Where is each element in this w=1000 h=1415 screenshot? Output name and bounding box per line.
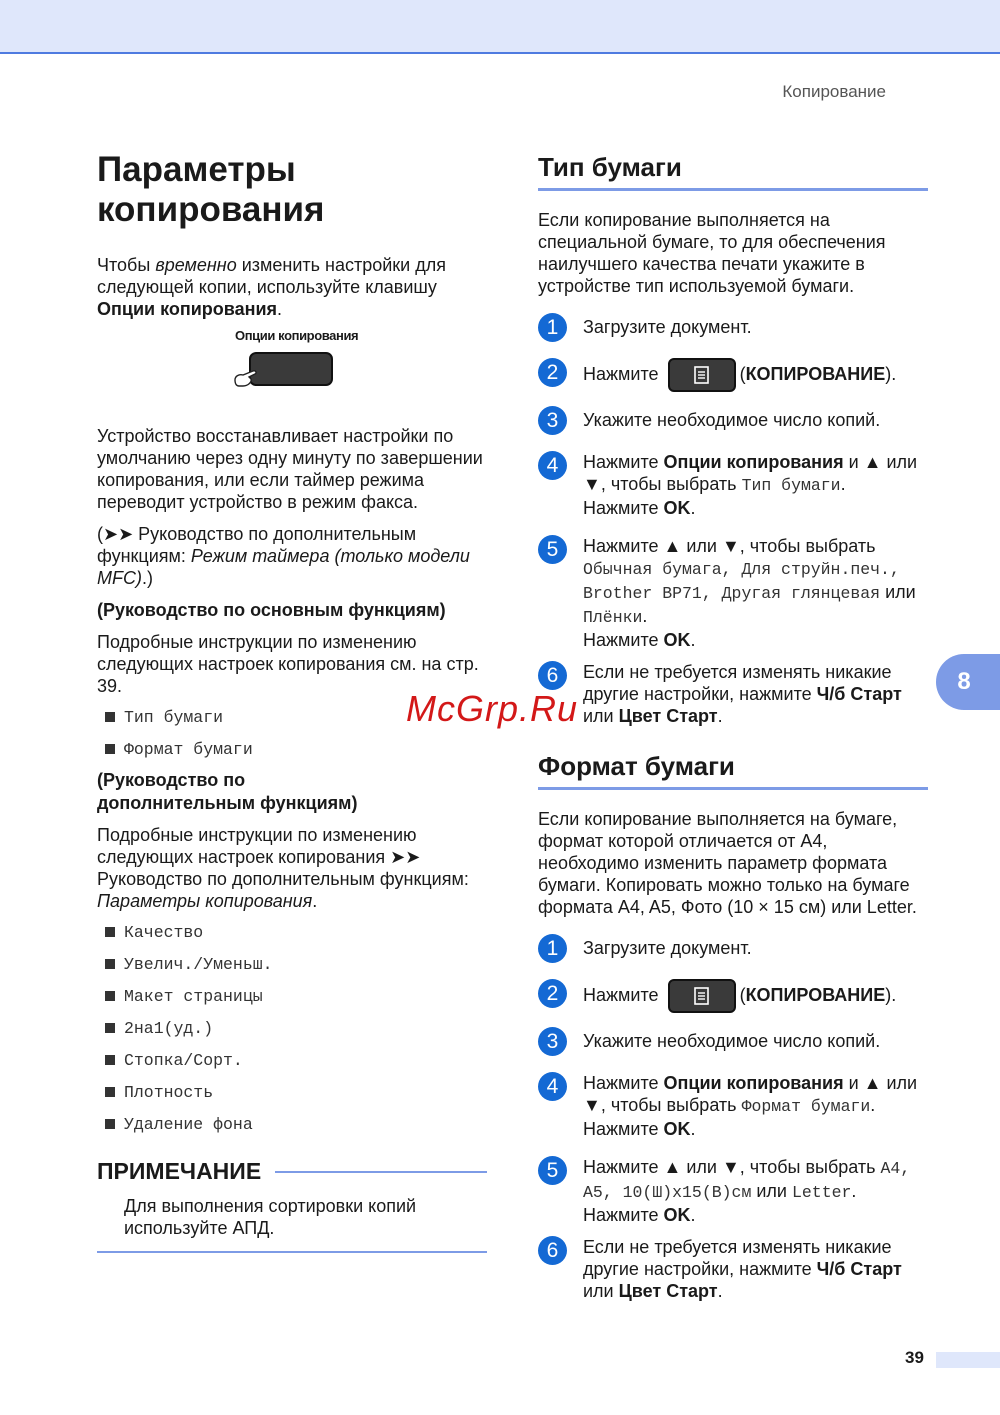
step-number: 5 xyxy=(538,535,567,564)
double-arrow-icon: ➤➤ xyxy=(103,524,134,544)
paper-size-step-5: 5 Нажмите ▲ или ▼, чтобы выбрать A4, A5, 10(Ш)x15(В)см или Letter. Нажмите OK. xyxy=(538,1156,928,1226)
copy-options-button-illustration xyxy=(97,328,487,423)
list-item: Удаление фона xyxy=(97,1108,487,1140)
double-arrow-icon: ➤➤ xyxy=(390,847,421,867)
step-number: 4 xyxy=(538,451,567,480)
step-number: 3 xyxy=(538,406,567,435)
page-number-bar xyxy=(936,1352,1000,1368)
step-number: 6 xyxy=(538,1236,567,1265)
bullet-icon xyxy=(105,712,115,722)
copy-options-key xyxy=(249,352,333,386)
step-number: 3 xyxy=(538,1027,567,1056)
paper-type-step-6: 6 Если не требуется изменять никакие другие настройки, нажмите Ч/б Старт или Цвет Старт. xyxy=(538,661,928,727)
advanced-guide-heading: (Руководство по дополнительным функциям) xyxy=(97,770,358,813)
paper-type-step-5: 5 Нажмите ▲ или ▼, чтобы выбрать Обычная бумага, Для струйн.печ., Brother BP71, Другая глянцевая или Плёнки. Нажмите OK. xyxy=(538,535,928,651)
bullet-icon xyxy=(105,1119,115,1129)
bullet-icon xyxy=(105,991,115,1001)
paper-type-intro: Если копирование выполняется на специальной бумаге, то для обеспечения наилучшего качества печати укажите в устройстве тип используемой бумаги. xyxy=(538,210,886,296)
basic-guide-text: Подробные инструкции по изменению следующих настроек копирования см. на стр. 39. xyxy=(97,632,479,696)
note-heading: ПРИМЕЧАНИЕ xyxy=(97,1158,487,1185)
top-band xyxy=(0,0,1000,54)
step-number: 1 xyxy=(538,934,567,963)
reference-mode-timer: (➤➤ Руководство по дополнительным функциям: Режим таймера (только модели MFC).) xyxy=(97,524,470,588)
advanced-guide-text: Подробные инструкции по изменению следующих настроек копирования ➤➤ Руководство по дополнительным функциям: Параметры копирования. xyxy=(97,825,469,911)
paper-type-step-4: 4 Нажмите Опции копирования и ▲ или ▼, чтобы выбрать Тип бумаги. Нажмите OK. xyxy=(538,451,928,519)
reset-paragraph: Устройство восстанавливает настройки по умолчанию через одну минуту по завершении копирования, или если таймер режима переводит устройство в режим факса. xyxy=(97,426,483,512)
bullet-icon xyxy=(105,959,115,969)
intro-paragraph: Чтобы временно изменить настройки для следующей копии, используйте клавишу Опции копирования. xyxy=(97,255,446,319)
page-title: Параметры копирования xyxy=(97,150,325,229)
running-header: Копирование xyxy=(782,82,886,101)
copy-button-icon xyxy=(668,979,736,1013)
bullet-icon xyxy=(105,927,115,937)
list-item: Тип бумаги xyxy=(97,701,487,733)
paper-size-heading: Формат бумаги xyxy=(538,749,928,790)
step-number: 4 xyxy=(538,1072,567,1101)
button-caption: Опции копирования xyxy=(235,328,359,343)
copy-button-icon xyxy=(668,358,736,392)
step-number: 5 xyxy=(538,1156,567,1185)
right-column xyxy=(538,150,928,1318)
list-item: Качество xyxy=(97,916,487,948)
paper-size-intro: Если копирование выполняется на бумаге, формат которой отличается от A4, необходимо изменить параметр формата бумаги. Копировать можно только на бумаге формата A4, A5, Фото (10 × 15 см) или Letter. xyxy=(538,809,917,917)
paper-size-step-2: 2 Нажмите (КОПИРОВАНИЕ). xyxy=(538,979,928,1013)
paper-size-step-6: 6 Если не требуется изменять никакие другие настройки, нажмите Ч/б Старт или Цвет Старт. xyxy=(538,1236,928,1302)
paper-size-step-1: 1 Загрузите документ. xyxy=(538,934,928,963)
bullet-icon xyxy=(105,1055,115,1065)
list-item: 2на1(уд.) xyxy=(97,1012,487,1044)
list-item: Плотность xyxy=(97,1076,487,1108)
step-number: 1 xyxy=(538,313,567,342)
bullet-icon xyxy=(105,1023,115,1033)
basic-guide-heading: (Руководство по основным функциям) xyxy=(97,600,446,620)
list-item: Стопка/Сорт. xyxy=(97,1044,487,1076)
pointing-hand-icon xyxy=(233,366,261,390)
note-text: Для выполнения сортировки копий используйте АПД. xyxy=(124,1196,417,1238)
step-number: 6 xyxy=(538,661,567,690)
paper-type-step-2: 2 Нажмите (КОПИРОВАНИЕ). xyxy=(538,358,928,392)
list-item: Макет страницы xyxy=(97,980,487,1012)
paper-size-step-4: 4 Нажмите Опции копирования и ▲ или ▼, чтобы выбрать Формат бумаги. Нажмите OK. xyxy=(538,1072,928,1140)
paper-type-heading: Тип бумаги xyxy=(538,150,928,191)
bullet-icon xyxy=(105,744,115,754)
watermark: McGrp.Ru xyxy=(406,688,579,729)
page-number: 39 xyxy=(905,1348,924,1367)
paper-size-step-3: 3 Укажите необходимое число копий. xyxy=(538,1027,928,1056)
paper-type-step-1: 1 Загрузите документ. xyxy=(538,313,928,342)
list-item: Увелич./Уменьш. xyxy=(97,948,487,980)
chapter-tab: 8 xyxy=(936,654,1000,710)
bullet-icon xyxy=(105,1087,115,1097)
step-number: 2 xyxy=(538,358,567,387)
note-bottom-rule xyxy=(97,1251,487,1253)
list-item: Формат бумаги xyxy=(97,733,487,765)
step-number: 2 xyxy=(538,979,567,1008)
paper-type-step-3: 3 Укажите необходимое число копий. xyxy=(538,406,928,435)
advanced-settings-list xyxy=(97,916,487,1140)
